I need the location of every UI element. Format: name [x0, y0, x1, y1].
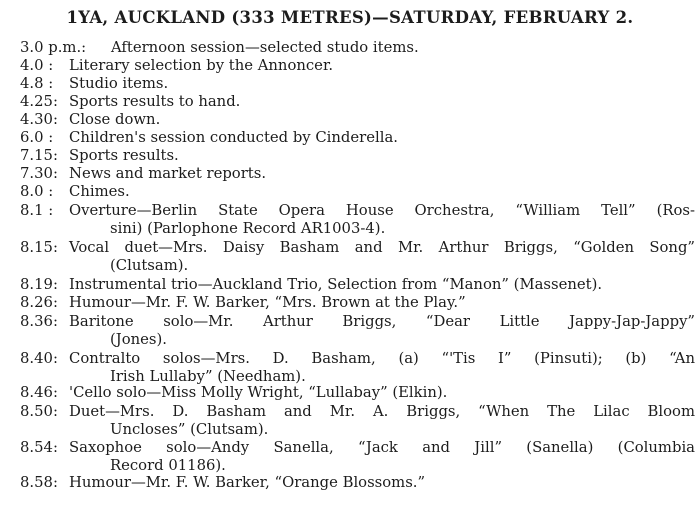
entry-time: 8.15:: [20, 239, 58, 256]
entry-time: 8.58:: [20, 474, 58, 491]
entry-time: 8.50:: [20, 403, 58, 420]
entry-line: Contralto solos—Mrs. D. Basham, (a) “'Tis I” (Pinsuti); (b) “An: [69, 350, 695, 367]
entry-line: Duet—Mrs. D. Basham and Mr. A. Briggs, “When The Lilac Bloom: [69, 403, 695, 420]
entry-line: Chimes.: [69, 183, 130, 200]
entry-line: sini) (Parlophone Record AR1003-4).: [110, 220, 386, 237]
entry-line: (Jones).: [110, 331, 167, 348]
entry-description: [69, 403, 695, 439]
entry-time: 8.1 :: [20, 202, 54, 219]
entry-description: [69, 239, 695, 275]
entry-description: [69, 313, 695, 349]
entry-description: [69, 165, 695, 183]
entry-time: 8.54:: [20, 439, 58, 456]
entry-line: (Clutsam).: [110, 257, 189, 274]
entry-description: [69, 474, 695, 492]
entry-description: [69, 384, 695, 402]
entry-time: 8.0 :: [20, 183, 54, 200]
entry-description: [69, 93, 695, 111]
entry-description: [69, 276, 695, 294]
entry-line: Humour—Mr. F. W. Barker, “Mrs. Brown at the Play.”: [69, 294, 466, 311]
entry-description: [69, 111, 695, 129]
entry-time: 7.30:: [20, 165, 58, 182]
entry-line: Literary selection by the Annoncer.: [69, 57, 334, 74]
station-heading: 1YA, AUCKLAND (333 METRES)—SATURDAY, FEBRUARY 2.: [66, 8, 634, 27]
entry-line: Children's session conducted by Cinderella.: [69, 129, 398, 146]
entry-line: Record 01186).: [110, 457, 226, 474]
entry-line: Sports results.: [69, 147, 179, 164]
entry-time: 3.0 p.m.:: [20, 39, 87, 56]
entry-description: [69, 294, 695, 312]
entry-line: News and market reports.: [69, 165, 267, 182]
entry-description: [69, 75, 695, 93]
entry-line: Instrumental trio—Auckland Trio, Selection from “Manon” (Massenet).: [69, 276, 603, 293]
entry-description: [69, 202, 695, 238]
entry-line: Afternoon session—selected studo items.: [111, 39, 419, 56]
entry-time: 4.30:: [20, 111, 58, 128]
entry-time: 4.8 :: [20, 75, 54, 92]
entry-time: 7.15:: [20, 147, 58, 164]
entry-line: Close down.: [69, 111, 161, 128]
entry-line: Studio items.: [69, 75, 169, 92]
entry-description: [111, 39, 700, 57]
entry-line: Sports results to hand.: [69, 93, 241, 110]
entry-line: Humour—Mr. F. W. Barker, “Orange Blossoms.”: [69, 474, 426, 491]
entry-time: 8.40:: [20, 350, 58, 367]
entry-line: Baritone solo—Mr. Arthur Briggs, “Dear Little Jappy-Jap-Jappy”: [69, 313, 695, 330]
entry-line: Vocal duet—Mrs. Daisy Basham and Mr. Arthur Briggs, “Golden Song”: [69, 239, 695, 256]
entry-description: [69, 350, 695, 386]
entry-description: [69, 147, 695, 165]
entry-description: [69, 439, 695, 475]
entry-time: 4.0 :: [20, 57, 54, 74]
entry-time: 8.26:: [20, 294, 58, 311]
entry-line: Saxophoe solo—Andy Sanella, “Jack and Jill” (Sanella) (Columbia: [69, 439, 695, 456]
entry-time: 8.36:: [20, 313, 58, 330]
entry-time: 4.25:: [20, 93, 58, 110]
entry-line: 'Cello solo—Miss Molly Wright, “Lullabay” (Elkin).: [69, 384, 448, 401]
entry-line: Uncloses” (Clutsam).: [110, 421, 269, 438]
entry-line: Irish Lullaby” (Needham).: [110, 368, 306, 385]
entry-description: [69, 57, 695, 75]
entry-time: 6.0 :: [20, 129, 54, 146]
entry-line: Overture—Berlin State Opera House Orchestra, “William Tell” (Ros-: [69, 202, 695, 219]
entry-time: 8.19:: [20, 276, 58, 293]
entry-description: [69, 183, 695, 201]
entry-time: 8.46:: [20, 384, 58, 401]
entry-description: [69, 129, 695, 147]
